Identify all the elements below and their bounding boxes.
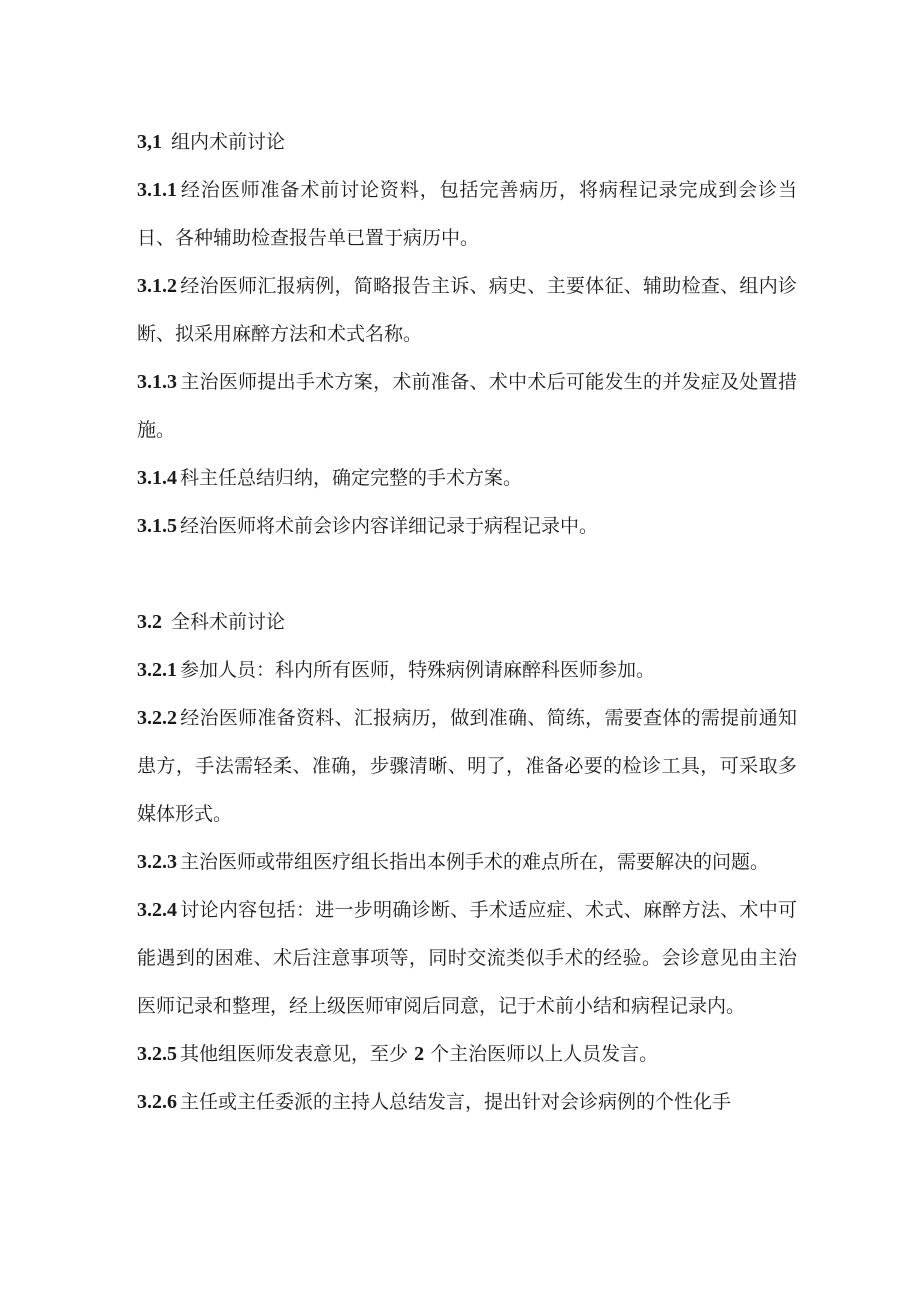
- item-text-before: 其他组医师发表意见，至少: [180, 1043, 409, 1065]
- item-number: 3.1.5: [137, 515, 177, 537]
- item-text: 经治医师汇报病例，简略报告主诉、病史、主要体征、辅助检查、组内诊断、拟采用麻醉方法和术式名称。: [137, 275, 797, 345]
- item-number: 3.2.3: [137, 851, 177, 873]
- item-text: 主任或主任委派的主持人总结发言，提出针对会诊病例的个性化手: [180, 1091, 732, 1113]
- section-heading-3-1: [137, 118, 797, 166]
- emphasized-count: 2: [414, 1043, 425, 1065]
- item-text: 参加人员：科内所有医师，特殊病例请麻醉科医师参加。: [180, 659, 656, 681]
- item-number: 3.1.2: [137, 275, 177, 297]
- section-spacer: [137, 550, 797, 598]
- item-number: 3.2.2: [137, 707, 177, 729]
- item-text: 科主任总结归纳，确定完整的手术方案。: [180, 467, 523, 489]
- item-number: 3.1.4: [137, 467, 177, 489]
- document-page: [137, 118, 797, 1126]
- item-number: 3.2.4: [137, 899, 177, 921]
- paragraph-3-2-5: [137, 1030, 797, 1078]
- paragraph-3-2-6: [137, 1078, 797, 1126]
- section-number: 3,1: [137, 131, 162, 153]
- item-number: 3.2.1: [137, 659, 177, 681]
- item-text: 讨论内容包括：进一步明确诊断、手术适应症、术式、麻醉方法、术中可能遇到的困难、术后注意事项等，同时交流类似手术的经验。会诊意见由主治医师记录和整理，经上级医师审阅后同意，记于术前小结和病程记录内。: [137, 899, 797, 1017]
- item-text: 经治医师准备资料、汇报病历，做到准确、简练，需要查体的需提前通知患方，手法需轻柔、准确，步骤清晰、明了，准备必要的检诊工具，可采取多媒体形式。: [137, 707, 797, 825]
- item-text: 经治医师准备术前讨论资料，包括完善病历，将病程记录完成到会诊当日、各种辅助检查报告单已置于病历中。: [137, 179, 797, 249]
- paragraph-3-1-1: [137, 166, 797, 262]
- item-number: 3.1.1: [137, 179, 177, 201]
- section-heading-3-2: [137, 598, 797, 646]
- item-text: 主治医师提出手术方案，术前准备、术中术后可能发生的并发症及处置措施。: [137, 371, 797, 441]
- section-number: 3.2: [137, 611, 162, 633]
- paragraph-3-2-4: [137, 886, 797, 1030]
- item-text: 主治医师或带组医疗组长指出本例手术的难点所在，需要解决的问题。: [180, 851, 770, 873]
- paragraph-3-2-2: [137, 694, 797, 838]
- section-title: 组内术前讨论: [171, 131, 286, 153]
- paragraph-3-2-1: [137, 646, 797, 694]
- paragraph-3-1-3: [137, 358, 797, 454]
- paragraph-3-1-5: [137, 502, 797, 550]
- item-text-after: 个主治医师以上人员发言。: [430, 1043, 659, 1065]
- section-title: 全科术前讨论: [171, 611, 286, 633]
- item-number: 3.2.6: [137, 1091, 177, 1113]
- paragraph-3-1-4: [137, 454, 797, 502]
- paragraph-3-2-3: [137, 838, 797, 886]
- item-number: 3.2.5: [137, 1043, 177, 1065]
- item-text: 经治医师将术前会诊内容详细记录于病程记录中。: [180, 515, 599, 537]
- paragraph-3-1-2: [137, 262, 797, 358]
- item-number: 3.1.3: [137, 371, 177, 393]
